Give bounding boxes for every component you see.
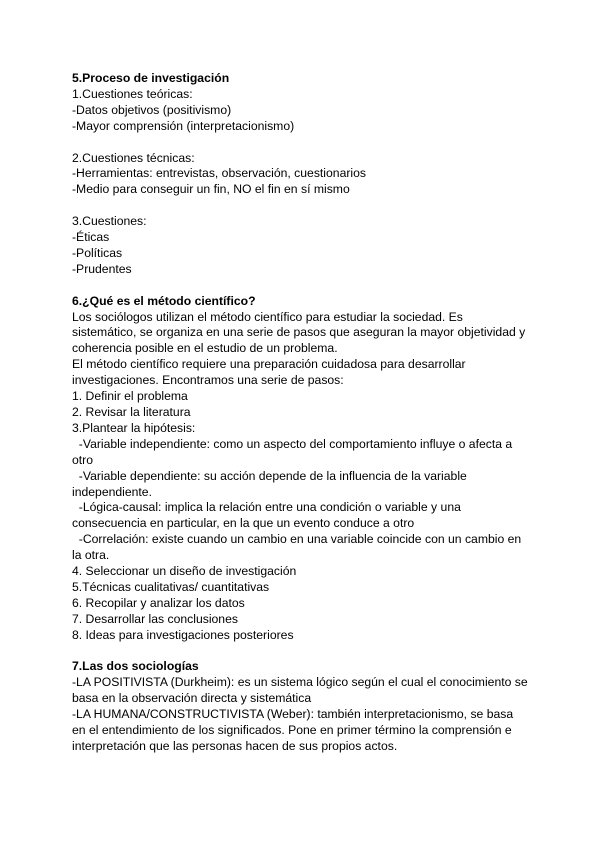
text-line: 1. Definir el problema: [72, 389, 188, 404]
text-line: 4. Seleccionar un diseño de investigación: [72, 564, 297, 579]
spacer: [72, 644, 542, 660]
text-line: independiente.: [72, 484, 152, 499]
text-line: 1.Cuestiones teóricas:: [72, 86, 193, 101]
text-line: interpretación que las personas hacen de sus propios actos.: [72, 739, 398, 753]
text-line: -Herramientas: entrevistas, observación, cuestionarios: [72, 166, 366, 181]
text-line: 3.Cuestiones:: [72, 214, 147, 229]
text-line: El método científico requiere una preparación cuidadosa para desarrollar: [72, 357, 466, 372]
text-line: -LA HUMANA/CONSTRUCTIVISTA (Weber): también interpretacionismo, se basa: [72, 707, 514, 722]
text-line: -Correlación: existe cuando un cambio en una variable coincide con un cambio en: [72, 532, 522, 547]
spacer: [72, 278, 542, 294]
text-line: -Políticas: [72, 245, 123, 260]
text-line: Los sociólogos utilizan el método científico para estudiar la sociedad. Es: [72, 309, 463, 324]
text-line: coherencia posible en el estudio de un problema.: [72, 341, 338, 356]
text-line: -Medio para conseguir un fin, NO el fin en sí mismo: [72, 182, 350, 197]
text-line: 8. Ideas para investigaciones posteriores: [72, 627, 294, 642]
spacer: [72, 198, 542, 214]
text-line: -Lógica-causal: implica la relación entre una condición o variable y una: [72, 500, 461, 515]
text-line: -Variable independiente: como un aspecto del comportamiento influye o afecta a: [72, 436, 513, 451]
text-line: 2.Cuestiones técnicas:: [72, 150, 195, 165]
text-line: otro: [72, 452, 94, 467]
text-line: 3.Plantear la hipótesis:: [72, 420, 196, 435]
text-line: -LA POSITIVISTA (Durkheim): es un sistema lógico según el cual el conocimiento se: [72, 675, 528, 690]
text-line: consecuencia en particular, en la que un evento conduce a otro: [72, 516, 415, 531]
section-7-heading: 7.Las dos sociologías: [72, 659, 199, 674]
text-line: 2. Revisar la literatura: [72, 404, 191, 419]
text-line: 7. Desarrollar las conclusiones: [72, 611, 238, 626]
text-line: basa en la observación directa y sistemática: [72, 691, 312, 706]
text-line: 5.Técnicas cualitativas/ cuantitativas: [72, 579, 270, 594]
text-line: -Variable dependiente: su acción depende de la influencia de la variable: [72, 468, 467, 483]
section-5-heading: 5.Proceso de investigación: [72, 71, 230, 85]
section-6-heading: 6.¿Qué es el método científico?: [72, 293, 256, 308]
text-line: -Mayor comprensión (interpretacionismo): [72, 118, 295, 133]
text-line: -Éticas: [72, 230, 110, 245]
text-line: -Prudentes: [72, 261, 132, 276]
text-line: en el entendimiento de los significados. Pone en primer término la comprensión e: [72, 723, 512, 738]
text-line: sistemático, se organiza en una serie de pasos que aseguran la mayor objetividad y: [72, 325, 526, 340]
text-line: -Datos objetivos (positivismo): [72, 102, 232, 117]
text-line: 6. Recopilar y analizar los datos: [72, 595, 245, 610]
text-line: la otra.: [72, 548, 110, 563]
spacer: [72, 135, 542, 151]
document-page: [72, 71, 542, 755]
text-line: investigaciones. Encontramos una serie de pasos:: [72, 373, 344, 388]
